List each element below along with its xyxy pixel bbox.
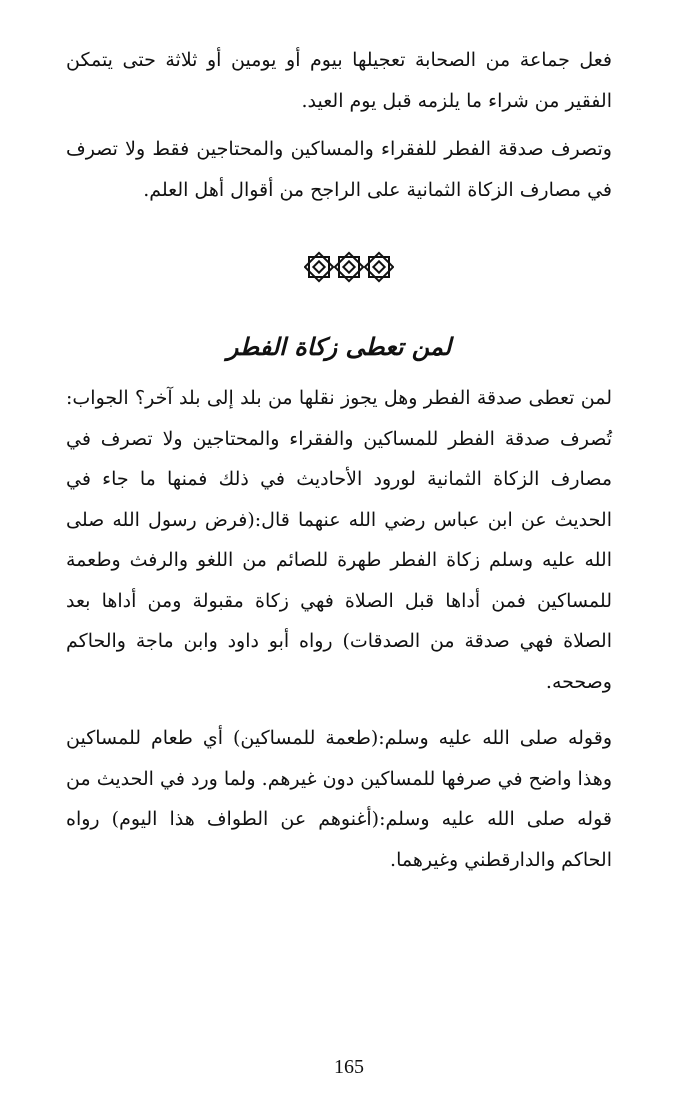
- paragraph-question-answer: لمن تعطى صدقة الفطر وهل يجوز نقلها من بلد إلى بلد آخر؟ الجواب: تُصرف صدقة الفطر للمساكين والفقراء والمحتاجين ولا تصرف في مصارف الزكاة الثمانية لورود الأحاديث في ذلك فمنها ما جاء في الحديث عن ابن عباس رضي الله عنهما قال:(فرض رسول الله صلى الله عليه وسلم زكاة الفطر طهرة للصائم من اللغو والرفث وطعمة للمساكين فمن أداها قبل الصلاة فهي زكاة مقبولة ومن أداها بعد الصلاة فهي صدقة من الصدقات) رواه أبو داود وابن ماجة والحاكم وصححه.: [66, 387, 612, 693]
- star-ornament-icon: [304, 250, 394, 284]
- paragraph-early-payment: فعل جماعة من الصحابة تعجيلها بيوم أو يومين أو ثلاثة حتى يتمكن الفقير من شراء ما يلزمه قبل يوم العيد.: [66, 49, 612, 112]
- section-divider-ornament: [0, 250, 698, 286]
- paragraph-hadith-explanation: وقوله صلى الله عليه وسلم:(طعمة للمساكين) أي طعام للمساكين وهذا واضح في صرفها للمساكين دون غيرهم. ولما ورد في الحديث من قوله صلى الله عليه وسلم:(أغنوهم عن الطواف هذا اليوم) رواه الحاكم والدارقطني وغيرهما.: [66, 727, 612, 871]
- section-heading: لمن تعطى زكاة الفطر: [226, 332, 452, 361]
- paragraph-recipients: وتصرف صدقة الفطر للفقراء والمساكين والمحتاجين فقط ولا تصرف في مصارف الزكاة الثمانية على الراجح من أقوال أهل العلم.: [66, 138, 612, 201]
- page-number: 165: [334, 1056, 364, 1078]
